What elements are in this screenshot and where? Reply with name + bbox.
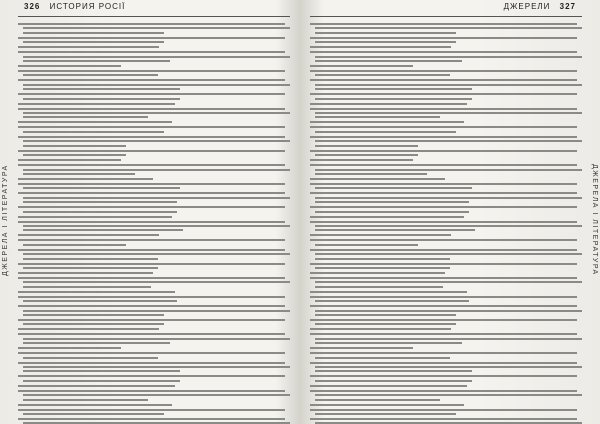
bibliography-entry	[18, 36, 290, 45]
text-line	[315, 60, 462, 62]
text-line	[18, 46, 159, 48]
bibliography-entry	[18, 238, 290, 247]
bibliography-entry	[18, 233, 290, 237]
text-line	[315, 140, 582, 142]
bibliography-entry	[18, 290, 290, 294]
text-line	[18, 79, 285, 81]
bibliography-entry	[310, 36, 582, 45]
bibliography-entry	[18, 327, 290, 331]
bibliography-entry	[310, 361, 582, 374]
text-line	[23, 229, 183, 231]
text-line	[18, 352, 285, 354]
text-line	[18, 164, 285, 166]
text-line	[18, 136, 285, 138]
text-line	[315, 244, 418, 246]
bibliography-entry	[310, 22, 582, 35]
text-line	[18, 23, 285, 25]
text-line	[23, 140, 290, 142]
text-line	[23, 342, 170, 344]
text-line	[18, 277, 285, 279]
text-line	[23, 60, 170, 62]
bibliography-entry	[18, 276, 290, 289]
text-line	[315, 413, 456, 415]
text-line	[310, 121, 464, 123]
left-side-label: ДЖЕРЕЛА І ЛІТЕРАТУРА	[2, 164, 9, 276]
bibliography-entry	[310, 120, 582, 124]
left-running-head: ИСТОРИЯ РОСІЇ	[49, 2, 126, 11]
text-line	[23, 286, 151, 288]
text-line	[18, 404, 172, 406]
text-line	[18, 108, 285, 110]
text-line	[310, 362, 577, 364]
text-line	[23, 112, 290, 114]
text-line	[315, 300, 469, 302]
bibliography-entry	[18, 102, 290, 106]
bibliography-entry	[18, 361, 290, 374]
right-running-head: ДЖЕРЕЛИ	[503, 2, 551, 11]
text-line	[315, 56, 582, 58]
bibliography-entry	[310, 158, 582, 162]
right-side-label: ДЖЕРЕЛА І ЛІТЕРАТУРА	[591, 164, 598, 276]
text-line	[23, 338, 290, 340]
text-line	[23, 394, 290, 396]
text-line	[310, 296, 577, 298]
text-line	[310, 70, 577, 72]
bibliography-entry	[18, 205, 290, 214]
text-line	[18, 234, 159, 236]
bibliography-entry	[310, 220, 582, 233]
text-line	[23, 56, 290, 58]
text-line	[23, 244, 126, 246]
bibliography-entry	[18, 248, 290, 261]
text-line	[310, 93, 577, 95]
bibliography-entry	[310, 318, 582, 327]
text-line	[310, 126, 577, 128]
text-line	[310, 319, 577, 321]
text-line	[23, 323, 164, 325]
bibliography-entry	[18, 332, 290, 345]
text-line	[315, 187, 472, 189]
bibliography-entry	[18, 384, 290, 388]
bibliography-entry	[18, 389, 290, 402]
bibliography-entry	[310, 163, 582, 176]
bibliography-entry	[18, 403, 290, 407]
text-line	[315, 116, 440, 118]
bibliography-entry	[18, 107, 290, 120]
text-line	[18, 272, 153, 274]
text-line	[23, 197, 290, 199]
text-line	[310, 164, 577, 166]
bibliography-entry	[310, 290, 582, 294]
text-line	[23, 310, 290, 312]
text-line	[310, 136, 577, 138]
text-line	[23, 211, 177, 213]
bibliography-entry	[18, 318, 290, 327]
bibliography-entry	[18, 304, 290, 317]
text-line	[23, 84, 290, 86]
right-page-number: 327	[559, 2, 576, 11]
text-line	[310, 37, 577, 39]
bibliography-entry	[310, 92, 582, 101]
bibliography-entry	[18, 135, 290, 148]
text-line	[23, 201, 177, 203]
text-line	[23, 32, 164, 34]
right-page-header	[310, 2, 582, 16]
text-line	[315, 342, 462, 344]
bibliography-entry	[18, 92, 290, 101]
text-line	[18, 192, 285, 194]
text-line	[310, 375, 577, 377]
bibliography-entry	[18, 215, 290, 219]
bibliography-entry	[18, 374, 290, 383]
text-line	[310, 277, 577, 279]
text-line	[23, 131, 164, 133]
text-line	[18, 385, 175, 387]
text-line	[310, 409, 577, 411]
text-line	[18, 178, 153, 180]
text-line	[315, 98, 472, 100]
text-line	[315, 211, 469, 213]
bibliography-entry	[310, 205, 582, 214]
text-line	[315, 225, 582, 227]
text-line	[315, 169, 582, 171]
text-line	[315, 366, 582, 368]
left-page	[0, 0, 298, 424]
bibliography-entry	[310, 327, 582, 331]
text-line	[315, 253, 582, 255]
text-line	[315, 286, 443, 288]
bibliography-entry	[18, 220, 290, 233]
text-line	[23, 413, 164, 415]
text-line	[18, 159, 121, 161]
text-line	[310, 234, 451, 236]
text-line	[18, 390, 285, 392]
bibliography-entry	[310, 64, 582, 68]
bibliography-entry	[18, 295, 290, 304]
text-line	[315, 84, 582, 86]
bibliography-entry	[18, 346, 290, 350]
text-line	[18, 333, 285, 335]
text-line	[23, 300, 177, 302]
text-line	[315, 258, 450, 260]
text-line	[315, 32, 456, 34]
text-line	[310, 23, 577, 25]
text-line	[23, 281, 290, 283]
text-line	[23, 187, 180, 189]
text-line	[310, 249, 577, 251]
bibliography-entry	[18, 120, 290, 124]
text-line	[23, 98, 180, 100]
bibliography-entry	[18, 78, 290, 91]
bibliography-entry	[18, 158, 290, 162]
bibliography-entry	[310, 191, 582, 204]
bibliography-entry	[18, 408, 290, 417]
bibliography-entry	[310, 135, 582, 148]
text-line	[18, 296, 285, 298]
text-line	[310, 263, 577, 265]
bibliography-entry	[310, 182, 582, 191]
text-line	[310, 183, 577, 185]
bibliography-entry	[310, 107, 582, 120]
bibliography-entry	[18, 262, 290, 271]
text-line	[310, 352, 577, 354]
text-line	[315, 229, 475, 231]
bibliography-entry	[18, 64, 290, 68]
text-line	[18, 37, 285, 39]
bibliography-entry	[310, 248, 582, 261]
text-line	[23, 399, 148, 401]
bibliography-entry	[18, 149, 290, 158]
bibliography-entry	[18, 22, 290, 35]
text-line	[310, 108, 577, 110]
bibliography-entry	[310, 177, 582, 181]
text-line	[18, 51, 285, 53]
text-line	[18, 362, 285, 364]
text-line	[18, 150, 285, 152]
text-line	[310, 328, 451, 330]
text-line	[315, 370, 472, 372]
text-line	[23, 380, 180, 382]
text-line	[315, 310, 582, 312]
bibliography-entry	[310, 102, 582, 106]
text-line	[315, 131, 456, 133]
text-line	[23, 116, 148, 118]
text-line	[315, 267, 450, 269]
text-line	[310, 46, 451, 48]
text-line	[315, 197, 582, 199]
text-line	[315, 145, 418, 147]
text-line	[18, 93, 285, 95]
text-line	[23, 74, 158, 76]
bibliography-entry	[310, 45, 582, 49]
text-line	[310, 206, 577, 208]
text-line	[23, 169, 290, 171]
text-line	[315, 399, 440, 401]
right-page	[302, 0, 600, 424]
text-line	[315, 112, 582, 114]
text-line	[310, 159, 413, 161]
text-line	[315, 173, 427, 175]
text-line	[18, 347, 121, 349]
text-line	[23, 258, 158, 260]
text-line	[315, 394, 582, 396]
text-line	[315, 323, 456, 325]
bibliography-entry	[310, 149, 582, 158]
bibliography-entry	[18, 177, 290, 181]
bibliography-entry	[18, 417, 290, 424]
text-line	[18, 103, 175, 105]
text-line	[23, 173, 135, 175]
bibliography-entry	[18, 191, 290, 204]
bibliography-entry	[310, 332, 582, 345]
text-line	[23, 41, 164, 43]
text-line	[310, 221, 577, 223]
text-line	[18, 409, 285, 411]
bibliography-entry	[310, 374, 582, 383]
bibliography-entry	[310, 346, 582, 350]
bibliography-entry	[310, 384, 582, 388]
text-line	[23, 267, 158, 269]
text-line	[310, 305, 577, 307]
bibliography-entry	[18, 271, 290, 275]
bibliography-entry	[310, 389, 582, 402]
bibliography-entry	[18, 182, 290, 191]
text-line	[18, 328, 159, 330]
text-line	[315, 41, 456, 43]
text-line	[310, 418, 577, 420]
right-bibliography-column	[310, 22, 582, 418]
left-page-number: 326	[24, 2, 41, 11]
text-line	[23, 357, 158, 359]
text-line	[310, 150, 577, 152]
text-line	[23, 314, 164, 316]
bibliography-entry	[310, 351, 582, 360]
text-line	[315, 88, 472, 90]
text-line	[310, 333, 577, 335]
text-line	[310, 216, 464, 218]
text-line	[18, 126, 285, 128]
text-line	[23, 88, 180, 90]
text-line	[310, 347, 413, 349]
left-bibliography-column	[18, 22, 290, 418]
text-line	[310, 65, 413, 67]
bibliography-entry	[310, 125, 582, 134]
text-line	[310, 51, 577, 53]
text-line	[18, 70, 285, 72]
left-header-rule	[18, 16, 290, 17]
bibliography-entry	[310, 69, 582, 78]
bibliography-entry	[310, 233, 582, 237]
text-line	[23, 27, 290, 29]
bibliography-entry	[18, 50, 290, 63]
text-line	[18, 216, 172, 218]
text-line	[23, 145, 126, 147]
text-line	[310, 404, 464, 406]
text-line	[18, 221, 285, 223]
bibliography-entry	[310, 50, 582, 63]
text-line	[18, 291, 175, 293]
right-header-rule	[310, 16, 582, 17]
text-line	[18, 319, 285, 321]
text-line	[310, 79, 577, 81]
bibliography-entry	[310, 238, 582, 247]
text-line	[315, 27, 582, 29]
bibliography-entry	[310, 262, 582, 271]
text-line	[315, 154, 418, 156]
bibliography-entry	[18, 351, 290, 360]
bibliography-entry	[310, 295, 582, 304]
text-line	[315, 357, 450, 359]
text-line	[18, 121, 172, 123]
text-line	[18, 183, 285, 185]
text-line	[315, 281, 582, 283]
text-line	[18, 239, 285, 241]
bibliography-entry	[310, 408, 582, 417]
text-line	[315, 74, 450, 76]
bibliography-entry	[18, 45, 290, 49]
text-line	[310, 385, 467, 387]
bibliography-entry	[310, 304, 582, 317]
text-line	[315, 201, 469, 203]
text-line	[310, 178, 445, 180]
text-line	[18, 375, 285, 377]
text-line	[315, 314, 456, 316]
bibliography-entry	[18, 163, 290, 176]
bibliography-entry	[310, 271, 582, 275]
text-line	[23, 225, 290, 227]
text-line	[23, 253, 290, 255]
bibliography-entry	[18, 69, 290, 78]
bibliography-entry	[18, 125, 290, 134]
bibliography-entry	[310, 215, 582, 219]
text-line	[310, 192, 577, 194]
text-line	[310, 291, 467, 293]
bibliography-entry	[310, 78, 582, 91]
text-line	[315, 338, 582, 340]
bibliography-entry	[310, 417, 582, 424]
bibliography-entry	[310, 276, 582, 289]
text-line	[18, 206, 285, 208]
text-line	[18, 305, 285, 307]
text-line	[18, 65, 121, 67]
text-line	[315, 380, 472, 382]
text-line	[23, 366, 290, 368]
text-line	[310, 239, 577, 241]
text-line	[23, 154, 126, 156]
bibliography-entry	[310, 403, 582, 407]
text-line	[310, 390, 577, 392]
text-line	[23, 370, 180, 372]
text-line	[18, 263, 285, 265]
text-line	[310, 103, 467, 105]
text-line	[18, 249, 285, 251]
text-line	[310, 272, 445, 274]
text-line	[18, 418, 285, 420]
left-page-header	[18, 2, 290, 16]
